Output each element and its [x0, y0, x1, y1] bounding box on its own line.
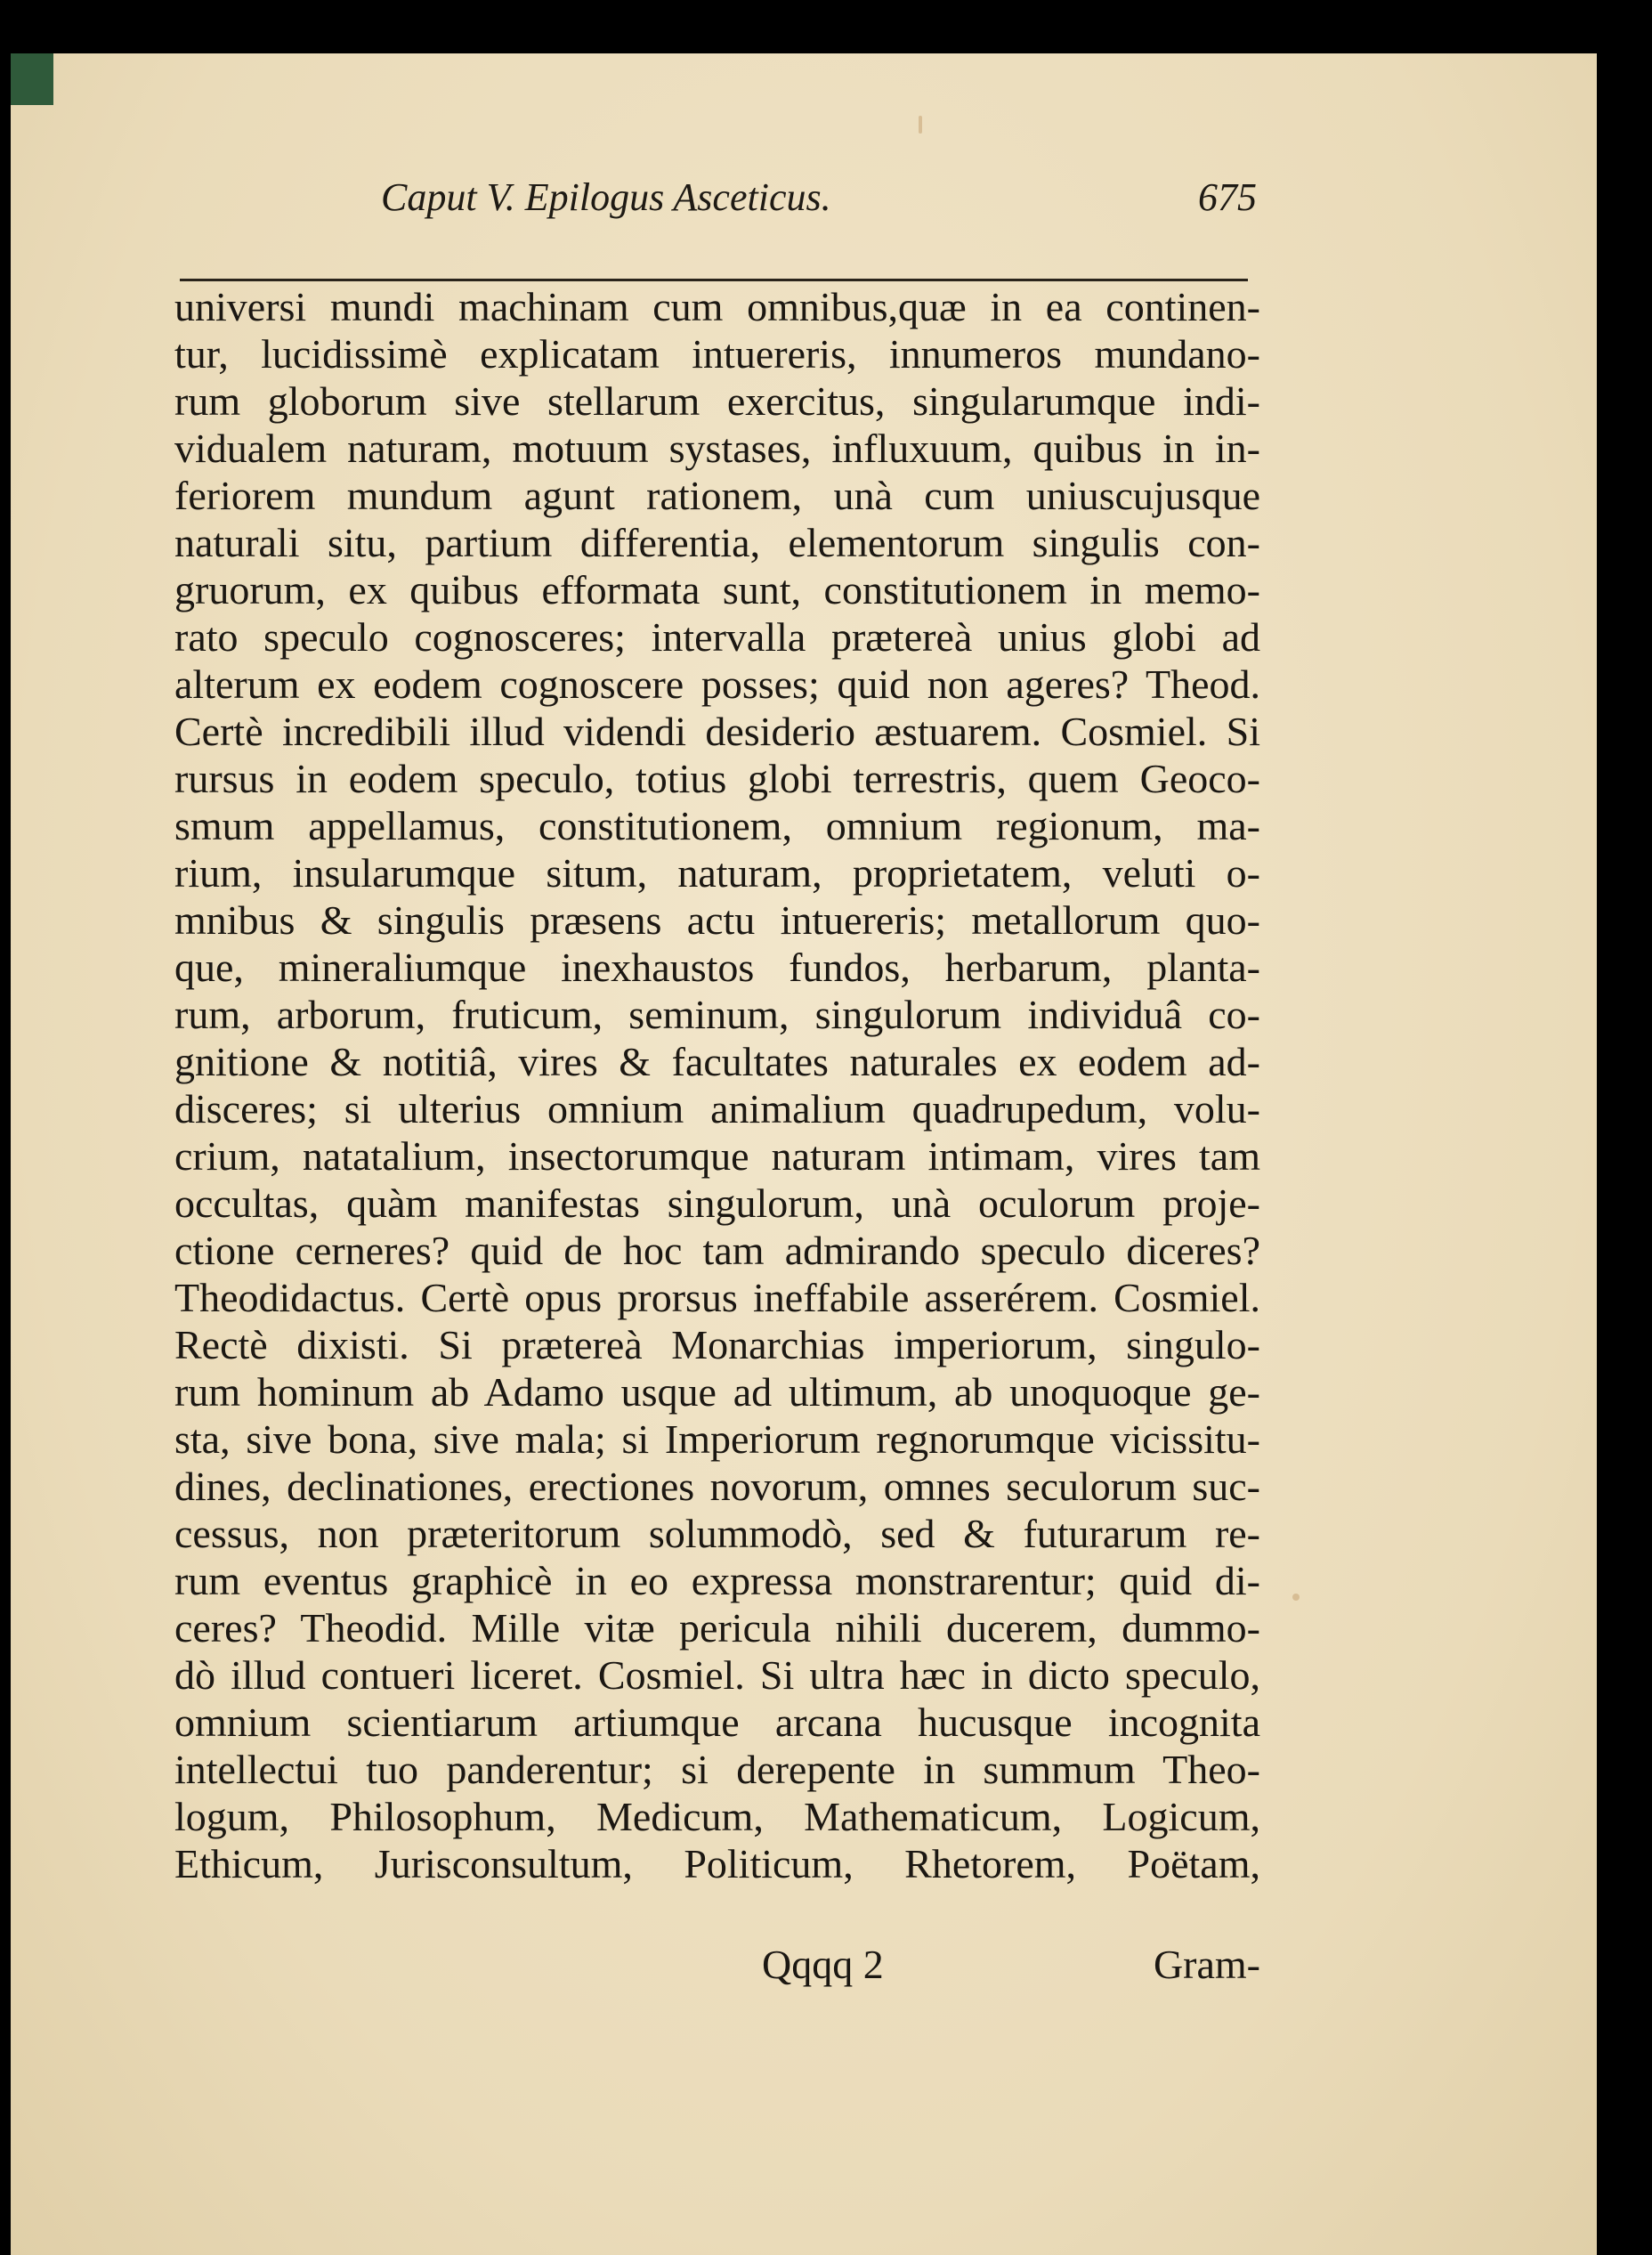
paper-speck	[1292, 1594, 1300, 1601]
text-line: que, mineraliumque inexhaustos fundos, herbarum, planta-	[174, 945, 1260, 990]
text-line: alterum ex eodem cognoscere posses; quid non ageres? Theod.	[174, 661, 1260, 707]
page-header	[367, 169, 1257, 231]
text-line: Theodidactus. Certè opus prorsus ineffabile asserérem. Cosmiel.	[174, 1275, 1260, 1320]
text-line: rum, arborum, fruticum, seminum, singulorum individuâ co-	[174, 992, 1260, 1037]
signature-mark: Qqqq 2	[762, 1942, 884, 1987]
text-line: rum hominum ab Adamo usque ad ultimum, ab unoquoque ge-	[174, 1369, 1260, 1415]
text-line: dò illud contueri liceret. Cosmiel. Si ultra hæc in dicto speculo,	[174, 1652, 1260, 1698]
text-line: logum, Philosophum, Medicum, Mathematicum, Logicum,	[174, 1794, 1260, 1839]
text-line: disceres; si ulterius omnium animalium quadrupedum, volu-	[174, 1086, 1260, 1132]
body-text	[174, 283, 1260, 1887]
text-line: naturali situ, partium differentia, elementorum singulis con-	[174, 520, 1260, 565]
running-head: Caput V. Epilogus Asceticus.	[381, 175, 831, 219]
text-line: gnitione & notitiâ, vires & facultates naturales ex eodem ad-	[174, 1039, 1260, 1084]
text-line: rum globorum sive stellarum exercitus, singularumque indi-	[174, 378, 1260, 424]
text-line: mnibus & singulis præsens actu intuereris; metallorum quo-	[174, 897, 1260, 943]
text-line: universi mundi machinam cum omnibus,quæ in ea continen-	[174, 284, 1260, 329]
text-line: rium, insularumque situm, naturam, proprietatem, veluti o-	[174, 850, 1260, 896]
paper-speck	[919, 116, 922, 134]
page-corner-tab	[11, 53, 53, 105]
text-line: Ethicum, Jurisconsultum, Politicum, Rhetorem, Poëtam,	[174, 1841, 1260, 1886]
text-line: ceres? Theodid. Mille vitæ pericula nihili ducerem, dummo-	[174, 1605, 1260, 1651]
text-line: Certè incredibili illud videndi desiderio æstuarem. Cosmiel. Si	[174, 709, 1260, 754]
text-line: sta, sive bona, sive mala; si Imperiorum regnorumque vicissitu-	[174, 1416, 1260, 1462]
page-footer	[174, 1941, 1260, 1994]
header-rule	[180, 279, 1248, 281]
text-line: omnium scientiarum artiumque arcana hucusque incognita	[174, 1699, 1260, 1745]
catchword: Gram-	[1153, 1942, 1260, 1987]
text-line: vidualem naturam, motuum systases, influxuum, quibus in in-	[174, 426, 1260, 471]
text-line: Rectè dixisti. Si prætereà Monarchias imperiorum, singulo-	[174, 1322, 1260, 1367]
text-line: rursus in eodem speculo, totius globi terrestris, quem Geoco-	[174, 756, 1260, 801]
book-page	[11, 53, 1597, 2255]
text-line: ctione cerneres? quid de hoc tam admirando speculo diceres?	[174, 1228, 1260, 1273]
text-line: crium, natatalium, insectorumque naturam intimam, vires tam	[174, 1133, 1260, 1179]
page-number: 675	[1198, 175, 1257, 219]
text-line: smum appellamus, constitutionem, omnium regionum, ma-	[174, 803, 1260, 848]
text-line: dines, declinationes, erectiones novorum, omnes seculorum suc-	[174, 1464, 1260, 1509]
text-line: rato speculo cognosceres; intervalla prætereà unius globi ad	[174, 614, 1260, 660]
text-line: gruorum, ex quibus efformata sunt, constitutionem in memo-	[174, 567, 1260, 612]
text-line: feriorem mundum agunt rationem, unà cum uniuscujusque	[174, 473, 1260, 518]
text-line: intellectui tuo panderentur; si derepente in summum Theo-	[174, 1747, 1260, 1792]
text-line: rum eventus graphicè in eo expressa monstrarentur; quid di-	[174, 1558, 1260, 1603]
text-line: occultas, quàm manifestas singulorum, unà oculorum proje-	[174, 1180, 1260, 1226]
text-line: cessus, non præteritorum solummodò, sed & futurarum re-	[174, 1511, 1260, 1556]
text-line: tur, lucidissimè explicatam intuereris, innumeros mundano-	[174, 331, 1260, 377]
